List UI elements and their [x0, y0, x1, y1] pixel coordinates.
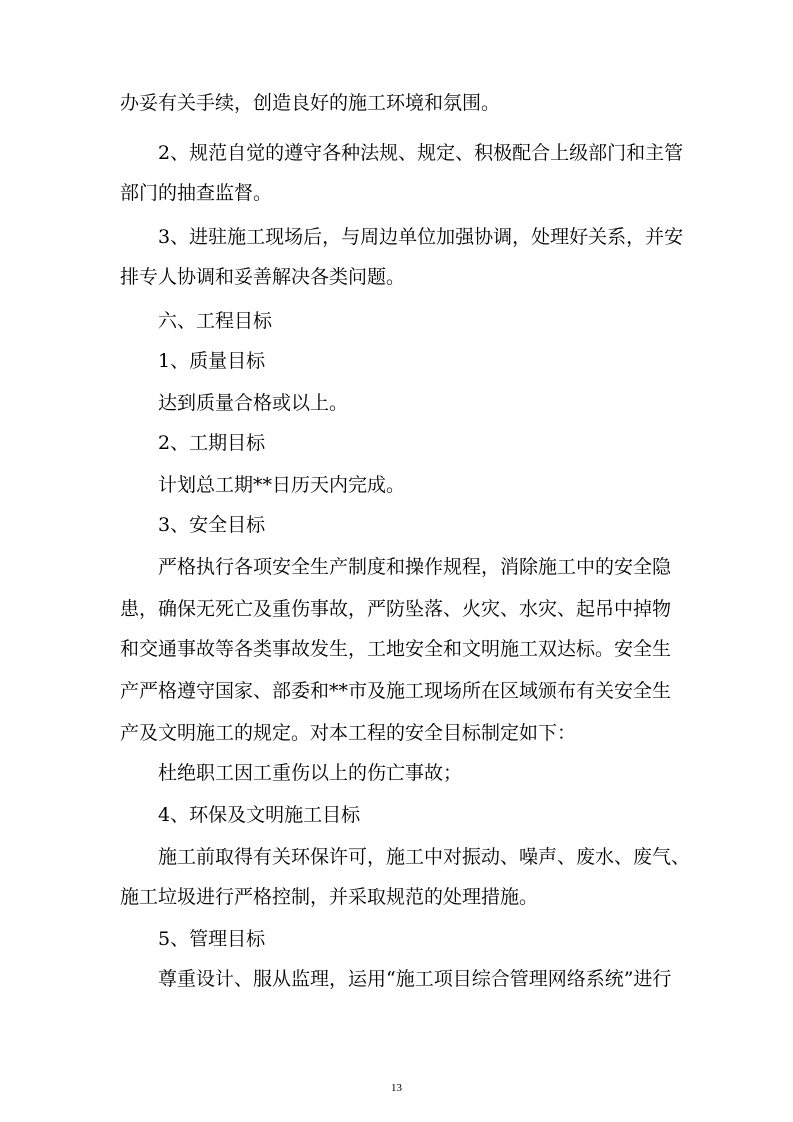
text-line-4: 3、进驻施工现场后，与周边单位加强协调，处理好关系，并安 — [158, 226, 684, 248]
text-line-15: 产严格遵守国家、部委和**市及施工现场所在区域颁布有关安全生 — [120, 680, 672, 702]
text-line-22: 尊重设计、服从监理，运用“施工项目综合管理网络系统”进行 — [158, 968, 672, 990]
text-line-5: 排专人协调和妥善解决各类问题。 — [120, 266, 406, 288]
text-line-20: 施工垃圾进行严格控制，并采取规范的处理措施。 — [120, 886, 539, 908]
text-line-1: 办妥有关手续，创造良好的施工环境和氛围。 — [120, 92, 501, 114]
heading-environment-goal: 4、环保及文明施工目标 — [158, 804, 361, 826]
heading-management-goal: 5、管理目标 — [158, 928, 266, 950]
text-line-12: 严格执行各项安全生产制度和操作规程，消除施工中的安全隐 — [158, 556, 672, 578]
heading-schedule-goal: 2、工期目标 — [158, 432, 266, 454]
text-line-8: 达到质量合格或以上。 — [158, 392, 349, 414]
text-line-2: 2、规范自觉的遵守各种法规、规定、积极配合上级部门和主管 — [158, 142, 684, 164]
heading-safety-goal: 3、安全目标 — [158, 514, 266, 536]
text-line-19: 施工前取得有关环保许可，施工中对振动、噪声、废水、废气、 — [158, 846, 691, 868]
text-line-13: 患，确保无死亡及重伤事故，严防坠落、火灾、水灾、起吊中掉物 — [120, 598, 672, 620]
text-line-17: 杜绝职工因工重伤以上的伤亡事故； — [158, 762, 463, 784]
heading-quality-goal: 1、质量目标 — [158, 350, 266, 372]
page-number: 13 — [391, 1082, 402, 1094]
text-line-16: 产及文明施工的规定。对本工程的安全目标制定如下： — [120, 722, 577, 744]
heading-project-goals: 六、工程目标 — [158, 310, 273, 332]
text-line-14: 和交通事故等各类事故发生，工地安全和文明施工双达标。安全生 — [120, 638, 672, 660]
text-line-3: 部门的抽查监督。 — [120, 182, 273, 204]
text-line-10: 计划总工期**日历天内完成。 — [158, 474, 406, 496]
